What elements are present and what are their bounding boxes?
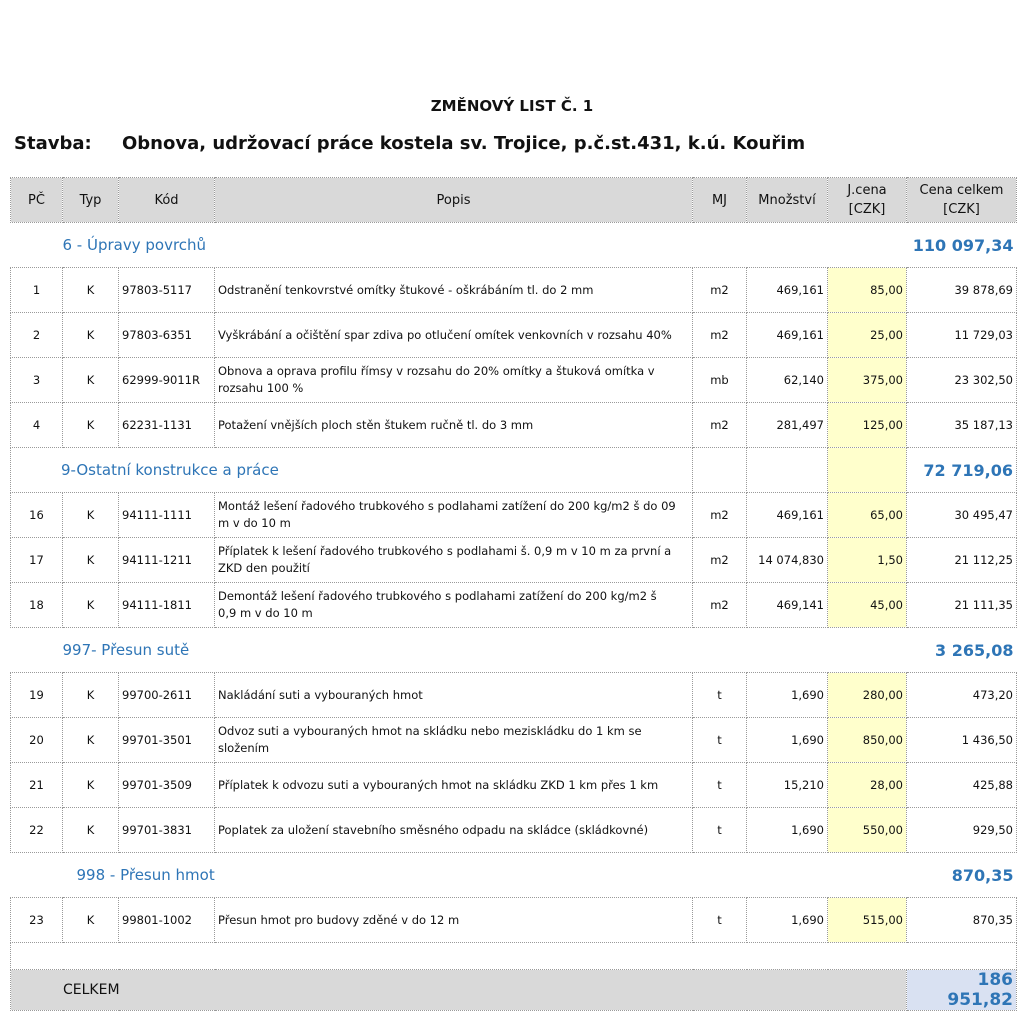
cell-mnozstvi: 62,140 <box>747 358 828 403</box>
cell-jcena: 85,00 <box>828 268 907 313</box>
cell-mj: m2 <box>693 583 747 628</box>
table-header <box>11 178 1017 223</box>
header-jcena-label: J.cena <box>847 183 887 198</box>
cell-celkem: 425,88 <box>907 763 1017 808</box>
cell-mnozstvi: 1,690 <box>747 718 828 763</box>
section-name: 9-Ostatní konstrukce a práce <box>11 448 693 493</box>
section-total: 870,35 <box>907 853 1017 898</box>
section-row <box>11 223 1017 268</box>
cell-jcena: 125,00 <box>828 403 907 448</box>
cell-mj: mb <box>693 358 747 403</box>
cell-celkem: 21 112,25 <box>907 538 1017 583</box>
cell-popis: Přesun hmot pro budovy zděné v do 12 m <box>215 898 693 943</box>
cell-mnozstvi: 469,161 <box>747 493 828 538</box>
cell-jcena: 28,00 <box>828 763 907 808</box>
cell-popis: Odvoz suti a vybouraných hmot na skládku nebo meziskládku do 1 km se složením <box>215 718 693 763</box>
cell-typ: K <box>63 583 119 628</box>
table-row <box>11 403 1017 448</box>
cell-kod: 94111-1811 <box>119 583 215 628</box>
cell-kod: 99701-3831 <box>119 808 215 853</box>
cell-pc: 17 <box>11 538 63 583</box>
cell-popis: Potažení vnějších ploch stěn štukem ručně tl. do 3 mm <box>215 403 693 448</box>
stavba-value: Obnova, udržovací práce kostela sv. Trojice, p.č.st.431, k.ú. Kouřim <box>122 133 806 154</box>
cell-popis: Odstranění tenkovrstvé omítky štukové - oškrábáním tl. do 2 mm <box>215 268 693 313</box>
cell-kod: 62999-9011R <box>119 358 215 403</box>
cell-popis: Vyškrábání a očištění spar zdiva po otlučení omítek venkovních v rozsahu 40% <box>215 313 693 358</box>
section-spacer <box>11 628 63 673</box>
cell-mj: t <box>693 718 747 763</box>
cell-mj: t <box>693 898 747 943</box>
cell-popis: Obnova a oprava profilu římsy v rozsahu do 20% omítky a štuková omítka v rozsahu 100 % <box>215 358 693 403</box>
section-name: 6 - Úpravy povrchů <box>63 223 907 268</box>
cell-kod: 99700-2611 <box>119 673 215 718</box>
cell-typ: K <box>63 763 119 808</box>
cell-jcena: 25,00 <box>828 313 907 358</box>
cell-mnozstvi: 1,690 <box>747 898 828 943</box>
cell-typ: K <box>63 898 119 943</box>
section-spacer <box>828 448 907 493</box>
cell-mnozstvi: 469,161 <box>747 268 828 313</box>
cell-typ: K <box>63 538 119 583</box>
table-row <box>11 898 1017 943</box>
cell-kod: 99701-3501 <box>119 718 215 763</box>
header-kod: Kód <box>119 178 215 223</box>
cell-mj: m2 <box>693 313 747 358</box>
cell-typ: K <box>63 313 119 358</box>
cell-popis: Demontáž lešení řadového trubkového s podlahami zatížení do 200 kg/m2 š 0,9 m v do 10 m <box>215 583 693 628</box>
cell-mj: t <box>693 763 747 808</box>
grand-total-value: 186 951,82 <box>907 970 1017 1011</box>
header-typ: Typ <box>63 178 119 223</box>
cell-mnozstvi: 1,690 <box>747 808 828 853</box>
table-row <box>11 763 1017 808</box>
cell-kod: 99701-3509 <box>119 763 215 808</box>
table-row <box>11 583 1017 628</box>
cell-pc: 19 <box>11 673 63 718</box>
header-celkem <box>907 178 1017 223</box>
cell-typ: K <box>63 358 119 403</box>
cell-celkem: 929,50 <box>907 808 1017 853</box>
cell-jcena: 280,00 <box>828 673 907 718</box>
cell-pc: 4 <box>11 403 63 448</box>
cell-jcena: 550,00 <box>828 808 907 853</box>
header-pc: PČ <box>11 178 63 223</box>
cell-pc: 3 <box>11 358 63 403</box>
cell-pc: 18 <box>11 583 63 628</box>
table-row <box>11 493 1017 538</box>
cell-jcena: 45,00 <box>828 583 907 628</box>
section-row <box>11 853 1017 898</box>
header-mnozstvi: Množství <box>747 178 828 223</box>
cell-jcena: 1,50 <box>828 538 907 583</box>
cell-mj: t <box>693 673 747 718</box>
cell-mj: m2 <box>693 538 747 583</box>
cell-pc: 23 <box>11 898 63 943</box>
cell-typ: K <box>63 808 119 853</box>
cell-popis: Poplatek za uložení stavebního směsného odpadu na skládce (skládkovné) <box>215 808 693 853</box>
cell-popis: Příplatek k lešení řadového trubkového s podlahami š. 0,9 m v 10 m za první a ZKD den použití <box>215 538 693 583</box>
grand-total-label: CELKEM <box>11 970 907 1011</box>
cell-mnozstvi: 15,210 <box>747 763 828 808</box>
section-spacer <box>11 223 63 268</box>
cell-mj: m2 <box>693 268 747 313</box>
cell-mnozstvi: 14 074,830 <box>747 538 828 583</box>
section-row <box>11 448 1017 493</box>
header-mj: MJ <box>693 178 747 223</box>
cell-typ: K <box>63 493 119 538</box>
budget-table <box>10 177 1017 1011</box>
cell-jcena: 850,00 <box>828 718 907 763</box>
table-row <box>11 538 1017 583</box>
header-jcena-unit: [CZK] <box>848 202 886 217</box>
cell-pc: 16 <box>11 493 63 538</box>
cell-pc: 22 <box>11 808 63 853</box>
table-row <box>11 673 1017 718</box>
cell-pc: 2 <box>11 313 63 358</box>
cell-kod: 97803-6351 <box>119 313 215 358</box>
cell-celkem: 21 111,35 <box>907 583 1017 628</box>
cell-celkem: 870,35 <box>907 898 1017 943</box>
table-row <box>11 718 1017 763</box>
cell-celkem: 35 187,13 <box>907 403 1017 448</box>
cell-celkem: 11 729,03 <box>907 313 1017 358</box>
cell-jcena: 375,00 <box>828 358 907 403</box>
cell-pc: 21 <box>11 763 63 808</box>
cell-celkem: 30 495,47 <box>907 493 1017 538</box>
header-celkem-unit: [CZK] <box>943 202 980 217</box>
cell-jcena: 515,00 <box>828 898 907 943</box>
cell-mj: m2 <box>693 403 747 448</box>
document-title: ZMĚNOVÝ LIST Č. 1 <box>430 97 594 115</box>
cell-kod: 94111-1211 <box>119 538 215 583</box>
header-celkem-label: Cena celkem <box>919 183 1004 198</box>
cell-typ: K <box>63 403 119 448</box>
cell-mnozstvi: 1,690 <box>747 673 828 718</box>
section-row <box>11 628 1017 673</box>
cell-mnozstvi: 469,141 <box>747 583 828 628</box>
cell-pc: 20 <box>11 718 63 763</box>
section-total: 3 265,08 <box>907 628 1017 673</box>
cell-kod: 97803-5117 <box>119 268 215 313</box>
cell-mnozstvi: 281,497 <box>747 403 828 448</box>
cell-celkem: 39 878,69 <box>907 268 1017 313</box>
table-row <box>11 313 1017 358</box>
cell-jcena: 65,00 <box>828 493 907 538</box>
spacer-row <box>11 943 1017 970</box>
table-row <box>11 358 1017 403</box>
header-jcena <box>828 178 907 223</box>
section-name: 997- Přesun sutě <box>63 628 907 673</box>
section-spacer <box>693 448 747 493</box>
section-spacer <box>11 853 63 898</box>
cell-pc: 1 <box>11 268 63 313</box>
cell-kod: 94111-1111 <box>119 493 215 538</box>
section-name: 998 - Přesun hmot <box>63 853 907 898</box>
section-spacer <box>747 448 828 493</box>
table-row <box>11 808 1017 853</box>
spacer-cell <box>11 943 1017 970</box>
cell-celkem: 1 436,50 <box>907 718 1017 763</box>
cell-mj: m2 <box>693 493 747 538</box>
cell-kod: 99801-1002 <box>119 898 215 943</box>
cell-popis: Nakládání suti a vybouraných hmot <box>215 673 693 718</box>
cell-mj: t <box>693 808 747 853</box>
section-total: 72 719,06 <box>907 448 1017 493</box>
cell-popis: Příplatek k odvozu suti a vybouraných hmot na skládku ZKD 1 km přes 1 km <box>215 763 693 808</box>
header-popis: Popis <box>215 178 693 223</box>
stavba-line <box>14 133 805 154</box>
grand-total-row <box>11 970 1017 1011</box>
cell-mnozstvi: 469,161 <box>747 313 828 358</box>
cell-kod: 62231-1131 <box>119 403 215 448</box>
cell-typ: K <box>63 268 119 313</box>
cell-popis: Montáž lešení řadového trubkového s podlahami zatížení do 200 kg/m2 š do 09 m v do 10 m <box>215 493 693 538</box>
cell-celkem: 23 302,50 <box>907 358 1017 403</box>
section-total: 110 097,34 <box>907 223 1017 268</box>
cell-typ: K <box>63 718 119 763</box>
cell-typ: K <box>63 673 119 718</box>
cell-celkem: 473,20 <box>907 673 1017 718</box>
table-row <box>11 268 1017 313</box>
stavba-label: Stavba: <box>14 133 92 154</box>
